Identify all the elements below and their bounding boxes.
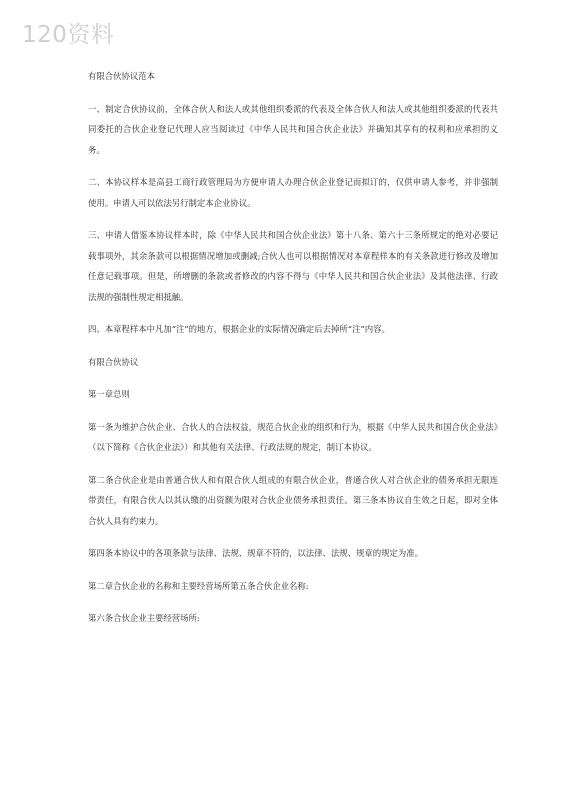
- chapter-heading: 第一章总则: [88, 389, 130, 399]
- watermark: 120资料: [22, 22, 115, 48]
- article-6: 第六条合伙企业主要经营场所:: [88, 613, 200, 623]
- document-title: 有限合伙协议范本: [88, 71, 155, 81]
- paragraph-note-3: 三、申请人借鉴本协议样本时，除《中华人民共和国合伙企业法》第十八条、第六十三条所规定的绝对必要记载事项外，其余条款可以根据情况增加或删减;合伙人也可以根据情况对本章程样本的有关条款进行修改及增加任意记载事项。但是，所增删的条款或者修改的内容不得与《中华人民共和国合伙企业法》及其他法律、行政法规的强制性规定相抵触。: [88, 230, 498, 302]
- paragraph-note-4: 四、本章程样本中凡加“注”的地方，根据企业的实际情况确定后去掉所“注”内容。: [88, 324, 390, 334]
- article-1: 第一条为维护合伙企业、合伙人的合法权益，规范合伙企业的组织和行为，根据《中华人民共和国合伙企业法》（以下简称《合伙企业法》）和其他有关法律、行政法规的规定，制订本协议。: [88, 421, 498, 452]
- section-title: 有限合伙协议: [88, 356, 139, 367]
- paragraph-note-2: 二、本协议样本是高县工商行政管理局为方便申请人办理合伙企业登记而拟订的，仅供申请人参考，并非强制使用。申请人可以依法另行制定本企业协议。: [88, 177, 498, 208]
- chapter-2-article-5: 第二章合伙企业的名称和主要经营场所第五条合伙企业名称:: [88, 580, 309, 591]
- article-2-3: 第二条合伙企业是由普通合伙人和有限合伙人组成的有限合伙企业，普通合伙人对合伙企业的债务承担无限连带责任，有限合伙人以其认缴的出资额为限对合伙企业债务承担责任。第三条本协议自生效之日起，即对全体合伙人具有约束力。: [88, 474, 498, 526]
- paragraph-note-1: 一、制定合伙协议前，全体合伙人和法人或其他组织委派的代表及全体合伙人和法人或其他组织委派的代表共同委托的合伙企业登记代理人应当阅读过《中华人民共和国合伙企业法》并确知其享有的权利和应承担的义务。: [88, 103, 498, 155]
- document-body: [88, 66, 498, 641]
- article-4: 第四条本协议中的各项条款与法律、法规、规章不符的，以法律、法规、规章的规定为准。: [88, 548, 423, 558]
